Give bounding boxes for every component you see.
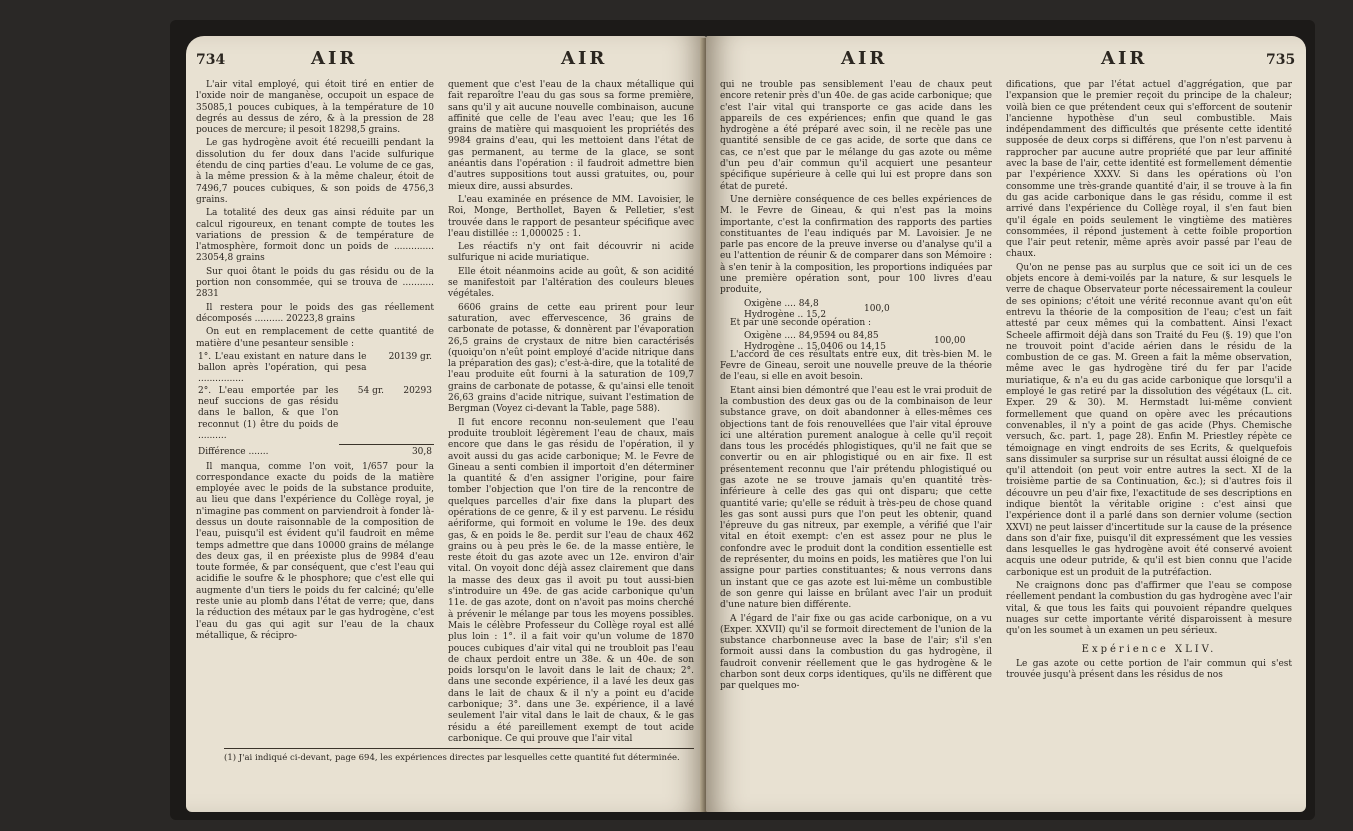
calc-value: 30,8: [411, 447, 432, 458]
paragraph: Etant ainsi bien démontré que l'eau est le vrai produit de la combustion des deux gas ou de la combinaison de leur substance grave, on doit abandonner à elles-mêmes ces objections tant de fois renouvellées que l'air vital éprouve ici une altération purement analogue à celle qu'il reçoit dans tous les procédés phlogistiques, qu'il ne fait que se convertir ou en air phlogistiqué ou en air fixe. Il est présentement reconnu que l'air prétendu phlogistiqué ou gas azote ne se trouve jamais qu'en quantité très-inférieure à celle des gas qui ont disparu; que cette quantité varie; qu'elle se réduit à très-peu de chose quand les gas sont aussi purs que l'on peut les obtenir, quand l'épreuve du gas nitreux, par exemple, a vérifié que l'air vital en étoit exempt: c'en est assez pour ne plus le confondre avec le produit dont la condition essentielle est de représenter, du moins en poids, les matières que l'on lui assigne pour parties constituantes; & nous verrons dans un instant que ce gas azote est lui-même un combustible de son genre qui laisse en brûlant avec l'air un produit d'une nature bien différente.: [720, 385, 992, 611]
equation-block: [720, 298, 992, 320]
running-header: AIR: [311, 48, 358, 69]
equation-total: 100,00: [934, 336, 966, 347]
equation-line: Oxigène .... 84,9594 ou 84,85: [744, 330, 879, 341]
text-column: [196, 80, 434, 644]
left-page: [186, 36, 706, 812]
paragraph: 6606 grains de cette eau prirent pour leur saturation, avec effervescence, 36 grains de carbonate de potasse, & donnèrent par l'évaporation 26,5 grains de crystaux de nitre bien caractérisés (quoiqu'on n'eût point employé d'acide nitrique dans la préparation des gas); c'est-à-dire, que la totalité de l'eau produite eût fourni à la saturation de 109,7 grains de carbonate de potasse, & qu'ainsi elle tenoit 26,63 grains d'acide nitrique, suivant l'estimation de Bergman (Voyez ci-devant la Table, page 588).: [448, 302, 694, 415]
paragraph: quement que c'est l'eau de la chaux métallique qui fait reparoître l'eau du gas sous sa forme première, sans qu'il y ait aucune nouvelle combinaison, aucune affinité que celle de l'eau avec l'eau; que les 16 grains de matière qui masquoient les propriétés des 9984 grains d'eau, qui les mettoient dans l'état de gas permanent, au terme de la glace, se sont anéantis dans l'opération : il faudroit admettre bien d'autres suppositions tout aussi gratuites, ou, pour mieux dire, aussi absurdes.: [448, 80, 694, 192]
paragraph: Une dernière conséquence de ces belles expériences de M. le Fevre de Gineau, & qui n'est pas la moins importante, c'est la confirmation des rapports des parties constituantes de l'eau indiqués par M. Lavoisier. Je ne parle pas encore de la preuve inverse ou d'analyse qu'il a eu l'attention de réunir & de comparer dans son Mémoire : à s'en tenir à la composition, les proportions indiquées par une première opération sont, pour 100 livres d'eau produite,: [720, 194, 992, 296]
text-column: [720, 80, 992, 695]
calc-row: [196, 352, 434, 386]
calculation-table: [196, 352, 434, 459]
text-column: [1006, 80, 1292, 683]
page-number: 734: [196, 52, 226, 68]
paragraph: Ne craignons donc pas d'affirmer que l'eau se compose réellement pendant la combustion du gas hydrogène avec l'air vital, & que tous les faits qui pouvoient répandre quelques nuages sur cette importante vérité disparoissent à mesure qu'on les soumet à un examen un peu sérieux.: [1006, 581, 1292, 637]
paragraph: Qu'on ne pense pas au surplus que ce soit ici un de ces objets encore à demi-voilés par la nature, & sur lesquels le verre de chaque Observateur porte nécessairement la couleur de ses opinions; c'étoit une vérité reconnue avant qu'on eût entrevu la théorie de la composition de l'eau; c'est un fait attesté par ceux mêmes qui la combattent. Ainsi l'exact Scheele affirmoit déjà dans son Traité du Feu (§. 19) que l'on ne trouvoit point d'acide aérien dans le résidu de la combustion de ce gas. M. Green a fait la même observation, même avec le gas hydrogène tiré du fer par l'acide muriatique, & n'a eu du gas acide carbonique que lorsqu'il a employé le gas retiré par la dissolution des végétaux (L. cit. Exper. 29 & 30). M. Hermstadt lui-même convient formellement que quand on opère avec les précautions convenables, il n'y a point de gas acide (Phys. Chemische versuch, &c. part. 1, page 28). Enfin M. Priestley répète ce témoignage en vingt endroits de ses Ecrits, & quelquefois sans dissimuler sa surprise sur un résultat aussi éloigné de ce qu'il attendoit (on peut voir entre autres la sect. XI de la troisième partie de sa Continuation, &c.); si d'autres fois il découvre un peu d'air fixe, l'exactitude de ses descriptions en indique bientôt la véritable origine : c'est ainsi que l'expérience dont il a parlé dans son dernier volume (section XXVI) ne peut laisser d'incertitude sur la cause de la présence dans son d'air fixe, puisqu'il dit expressément que les vessies dans lesquelles le gas hydrogène avoit été conservé avoient acquis une odeur putride, & qu'il est bien connu que l'acide carbonique est un produit de la putréfaction.: [1006, 262, 1292, 578]
text-column: [448, 80, 694, 747]
paragraph: La totalité des deux gas ainsi réduite par un calcul rigoureux, en tenant compte de toutes les variations de pression & de température de l'atmosphère, formoit donc un poids de .............. 23054,8 grains: [196, 208, 434, 264]
paragraph: Il fut encore reconnu non-seulement que l'eau produite troubloit légèrement l'eau de chaux, mais encore que dans le gas résidu de l'opération, il y avoit aussi du gas acide carbonique; M. le Fevre de Gineau a senti combien il importoit d'en déterminer la quantité & d'en assigner l'origine, pour faire tomber l'objection que l'on tire de la rencontre de quelques parcelles d'air fixe dans la plupart des opérations de ce genre, & il y est parvenu. Le résidu aériforme, qui formoit en volume le 19e. des deux gas, & en poids le 8e. perdit sur l'eau de chaux 462 grains ou à peu près le 6e. de la masse entière, le reste étoit du gas azote avec un 12e. environ d'air vital. On voyoit donc déjà assez clairement que dans la masse des deux gas il avoit pu tout aussi-bien s'introduire un 49e. de gas acide carbonique qu'un 11e. de gas azote, dont on n'avoit pas moins cherché à prévenir le mélange par tous les moyens possibles. Mais le célèbre Professeur du Collège royal est allé plus loin : 1°. il a fait voir qu'un volume de 1870 pouces cubiques d'air vital qui ne troubloit pas l'eau de chaux perdoit entre un 38e. & un 40e. de son poids lorsqu'on le lavoit dans le lait de chaux; 2°. dans une seconde expérience, il a lavé les deux gas dans le lait de chaux & il n'y a point eu d'acide carbonique; 3°. dans une 3e. expérience, il a lavé seulement l'air vital dans le lait de chaux, & le gas résidu a été pareillement exempt de tout acide carbonique. Ce qui prouve que l'air vital: [448, 417, 694, 744]
section-heading: Expérience XLIV.: [1081, 643, 1217, 655]
running-header: AIR: [1101, 48, 1148, 69]
paragraph: Il restera pour le poids des gas réellement décomposés .......... 20223,8 grains: [196, 302, 434, 324]
paragraph: qui ne trouble pas sensiblement l'eau de chaux peut encore retenir près d'un 40e. de gas acide carbonique; que c'est l'air vital qui transporte ce gas acide dans les appareils de ces expériences; enfin que quand le gas hydrogène a été préparé avec soin, il ne recèle pas une quantité sensible de ce gas acide, de sorte que dans ce cas, ce n'est que par le mélange du gas azote ou même d'un peu d'air commun qu'il acquiert une pesanteur spécifique supérieure à celle qui lui est propre dans son état de pureté.: [720, 80, 992, 192]
running-header: AIR: [841, 48, 888, 69]
calc-label: 2°. L'eau emportée par les neuf succions de gas résidu dans le ballon, & que l'on reconnut (1) être du poids de ..........: [198, 385, 339, 441]
page-number: 735: [1266, 52, 1296, 68]
paragraph: Elle étoit néanmoins acide au goût, & son acidité se manifestoit par l'altération des couleurs bleues végétales.: [448, 266, 694, 300]
calc-sum: 20293: [403, 385, 432, 396]
calc-label: Différence .......: [198, 447, 269, 458]
equation-line: Oxigène .... 84,8: [744, 298, 819, 309]
divider: [339, 444, 434, 445]
paragraph: Le gas hydrogène avoit été recueilli pendant la dissolution du fer doux dans l'acide sulfurique étendu de cinq parties d'eau. Le volume de ce gas, à la même pression & à la même chaleur, étoit de 7496,7 pouces cubiques, & son poids de 4756,3 grains.: [196, 138, 434, 205]
equation-line: Hydrogène .. 15,2: [744, 309, 827, 320]
paragraph: Il manqua, comme l'on voit, 1/657 pour la correspondance exacte du poids de la matière employée avec le poids de la substance produite, au lieu que dans l'expérience du Collège royal, je n'imagine pas comment on parviendroit à fonder là-dessus un doute raisonnable de la composition de l'eau, puisqu'il est évident qu'il faudroit en même temps admettre que dans 10000 grains de mélange des deux gas, il en préexiste plus de 9984 d'eau toute formée, & par conséquent, que c'est l'eau qui acidifie le soufre & le phosphore; que c'est elle qui augmente d'un tiers le poids du fer calciné; qu'elle reste unie au plomb dans l'état de verre; que, dans la réduction des métaux par le gas hydrogène, c'est l'eau du gas qui agit sur l'eau de la chaux métallique, & récipro-: [196, 461, 434, 641]
calc-row: [196, 386, 434, 442]
paragraph: L'air vital employé, qui étoit tiré en entier de l'oxide noir de manganèse, occupoit un espace de 35085,1 pouces cubiques, à la température de 10 degrés au dessus de zéro, & à la pression de 28 pouces de mercure; il pesoit 18298,5 grains.: [196, 80, 434, 136]
calc-row: [196, 447, 434, 458]
paragraph: L'eau examinée en présence de MM. Lavoisier, le Roi, Monge, Berthollet, Bayen & Pelletier, s'est trouvée dans le rapport de pesanteur spécifique avec l'eau distillée :: 1,000025 : 1.: [448, 194, 694, 239]
paragraph: Le gas azote ou cette portion de l'air commun qui s'est trouvée jusqu'à présent dans les résidus de nos: [1006, 658, 1292, 681]
paragraph: On eut en remplacement de cette quantité de matière d'une pesanteur sensible :: [196, 327, 434, 349]
equation-block: [720, 330, 992, 353]
running-header: AIR: [561, 48, 608, 69]
paragraph: Les réactifs n'y ont fait découvrir ni acide sulfurique ni acide muriatique.: [448, 242, 694, 264]
paragraph: L'accord de ces résultats entre eux, dit très-bien M. le Fevre de Gineau, seroit une nouvelle preuve de la théorie de l'eau, si elle en avoit besoin.: [720, 349, 992, 383]
equation-line: Hydrogène .. 15,0406 ou 14,15: [744, 342, 886, 353]
paragraph: difications, que par l'état actuel d'aggrégation, que par l'expansion que le premier reçoit du principe de la chaleur; voilà bien ce que prétendent ceux qui s'efforcent de soutenir l'ancienne hypothèse d'un seul combustible. Mais indépendamment des difficultés que présente cette identité supposée de deux corps si différens, que l'on n'est parvenu à rapprocher par aucune autre propriété que par leur affinité avec la base de l'air, cette identité est formellement démentie par l'expérience XXXV. Si dans les opérations où l'on consomme une très-grande quantité d'air, il se trouve à la fin du gas acide carbonique dans le gas résidu, comme il est arrivé dans l'expérience du Collège royal, il s'en faut bien qu'il égale en poids seulement le vingtième des matières consommées, il répond justement à cette foible proportion que l'air peut retenir, même après avoir passé par l'eau de chaux.: [1006, 80, 1292, 260]
calc-label: 1°. L'eau existant en nature dans le ballon après l'opération, qui pesa ................: [198, 351, 367, 385]
equation-total: 100,0: [864, 304, 890, 315]
right-page: [706, 36, 1306, 812]
calc-value: 20139 gr.: [388, 351, 432, 362]
calc-value: 54 gr.: [357, 385, 384, 396]
paragraph: Et par une seconde opération :: [730, 317, 872, 328]
footnote: (1) J'ai indiqué ci-devant, page 694, les expériences directes par lesquelles cette quantité fut déterminée.: [224, 748, 694, 764]
paragraph: A l'égard de l'air fixe ou gas acide carbonique, on a vu (Exper. XXVII) qu'il se formoit directement de l'union de la substance charbonneuse avec la base de l'air; s'il s'en formoit aussi dans la combustion du gas hydrogène, il faudroit convenir réellement que le gas hydrogène & le charbon sont deux corps identiques, qu'ils ne diffèrent que par quelques mo-: [720, 613, 992, 692]
paragraph: Sur quoi ôtant le poids du gas résidu ou de la portion non consommée, qui se trouva de ........... 2831: [196, 266, 434, 300]
